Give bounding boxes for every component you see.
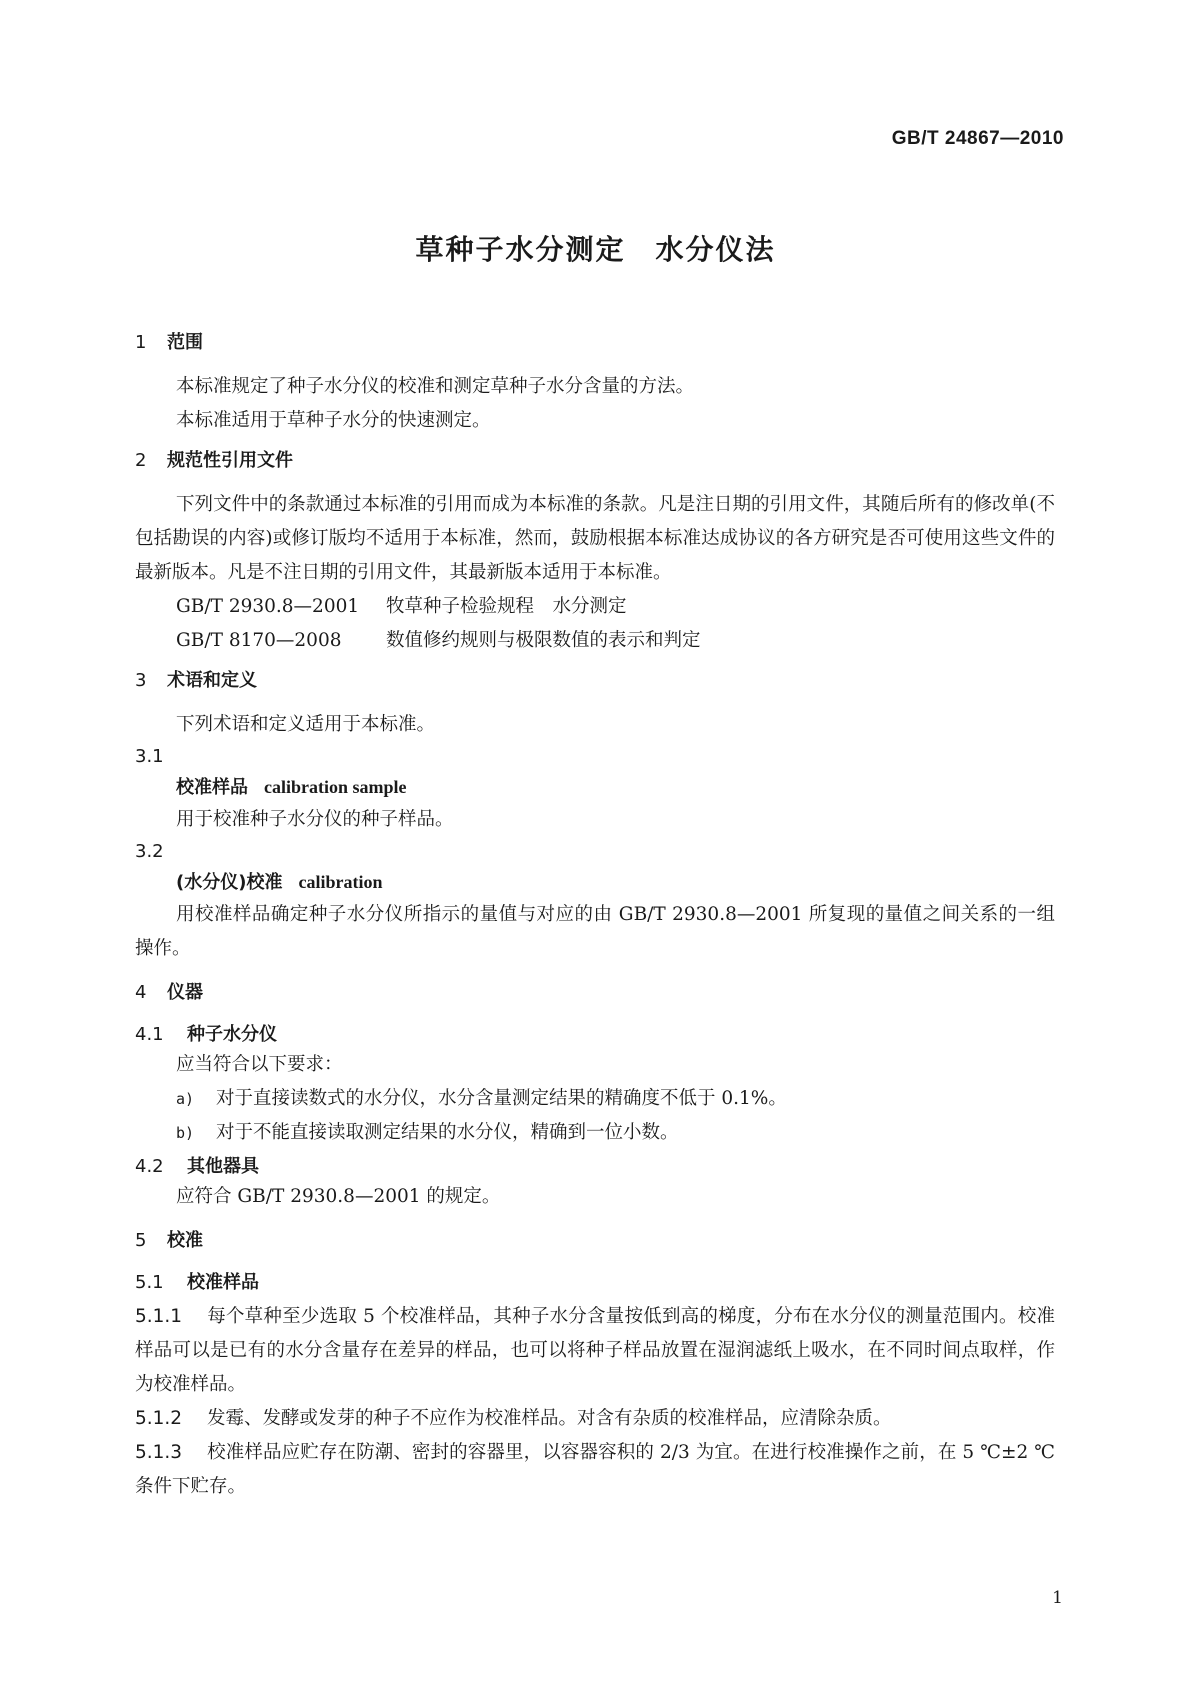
section-scope xyxy=(135,330,1055,438)
subsection-heading xyxy=(135,1270,1055,1296)
list-text: 对于直接读数式的水分仪，水分含量测定结果的精确度不低于 0.1%。 xyxy=(216,1088,787,1109)
section-heading xyxy=(135,668,1055,694)
list-item xyxy=(135,1082,1055,1116)
term-zh: 校准样品 xyxy=(176,777,248,798)
list-marker: b) xyxy=(176,1124,195,1142)
term-number: 3.2 xyxy=(135,841,164,862)
reference-item xyxy=(135,590,1055,624)
clause-text: 每个草种至少选取 5 个校准样品，其种子水分含量按低到高的梯度，分布在水分仪的测量范围内。校准样品可以是已有的水分含量存在差异的样品，也可以将种子样品放置在湿润滤纸上吸水，在不同时间点取样，作为校准样品。 xyxy=(135,1306,1055,1395)
subsection-number: 4.1 xyxy=(135,1024,164,1045)
subsection-heading xyxy=(135,1154,1055,1180)
term-entry xyxy=(135,742,1055,837)
paragraph: 下列术语和定义适用于本标准。 xyxy=(176,714,436,735)
paragraph: 应当符合以下要求： xyxy=(176,1054,343,1075)
section-terms-definitions xyxy=(135,668,1055,966)
paragraph: 应符合 GB/T 2930.8—2001 的规定。 xyxy=(176,1186,501,1207)
subsection-title: 其他器具 xyxy=(187,1156,259,1177)
section-title: 校准 xyxy=(167,1230,203,1251)
list-text: 对于不能直接读取测定结果的水分仪，精确到一位小数。 xyxy=(216,1122,679,1143)
document-body xyxy=(135,330,1055,1504)
paragraph: 本标准适用于草种子水分的快速测定。 xyxy=(176,410,491,431)
reference-title: 牧草种子检验规程 水分测定 xyxy=(386,596,627,617)
list-marker: a) xyxy=(176,1090,195,1108)
section-number: 1 xyxy=(135,332,147,353)
document-title: 草种子水分测定 水分仪法 xyxy=(415,233,776,266)
section-apparatus xyxy=(135,980,1055,1214)
term-entry xyxy=(135,837,1055,966)
term-en: calibration sample xyxy=(264,777,407,797)
subsection-title: 种子水分仪 xyxy=(187,1024,277,1045)
clause-text: 校准样品应贮存在防潮、密封的容器里，以容器容积的 2/3 为宜。在进行校准操作之前，在 5 ℃±2 ℃条件下贮存。 xyxy=(135,1442,1055,1497)
term-number: 3.1 xyxy=(135,746,164,767)
section-number: 2 xyxy=(135,450,147,471)
page-number: 1 xyxy=(1052,1588,1063,1608)
term-definition: 用于校准种子水分仪的种子样品。 xyxy=(176,809,454,830)
paragraph: 本标准规定了种子水分仪的校准和测定草种子水分含量的方法。 xyxy=(176,376,695,397)
section-title: 范围 xyxy=(167,332,203,353)
term-name xyxy=(135,772,1055,803)
section-calibration xyxy=(135,1228,1055,1504)
reference-title: 数值修约规则与极限数值的表示和判定 xyxy=(386,630,701,651)
clause xyxy=(135,1402,1055,1436)
clause xyxy=(135,1436,1055,1504)
clause-text: 发霉、发酵或发芽的种子不应作为校准样品。对含有杂质的校准样品，应清除杂质。 xyxy=(207,1408,892,1429)
paragraph: 下列文件中的条款通过本标准的引用而成为本标准的条款。凡是注日期的引用文件，其随后所有的修改单(不包括勘误的内容)或修订版均不适用于本标准，然而，鼓励根据本标准达成协议的各方研究是否可使用这些文件的最新版本。凡是不注日期的引用文件，其最新版本适用于本标准。 xyxy=(135,494,1055,583)
term-name xyxy=(135,867,1055,898)
section-heading xyxy=(135,1228,1055,1254)
subsection-title: 校准样品 xyxy=(187,1272,259,1293)
section-number: 3 xyxy=(135,670,147,691)
term-en: calibration xyxy=(298,872,383,892)
subsection-heading xyxy=(135,1022,1055,1048)
clause-number: 5.1.3 xyxy=(135,1442,183,1463)
subsection-number: 4.2 xyxy=(135,1156,164,1177)
standard-code: GB/T 24867—2010 xyxy=(891,128,1064,149)
subsection-number: 5.1 xyxy=(135,1272,164,1293)
section-heading xyxy=(135,448,1055,474)
section-number: 5 xyxy=(135,1230,147,1251)
reference-code: GB/T 2930.8—2001 xyxy=(176,596,360,617)
term-definition: 用校准样品确定种子水分仪所指示的量值与对应的由 GB/T 2930.8—2001 所复现的量值之间关系的一组操作。 xyxy=(135,904,1055,959)
section-heading xyxy=(135,330,1055,356)
section-number: 4 xyxy=(135,982,147,1003)
section-title: 仪器 xyxy=(167,982,203,1003)
term-zh: (水分仪)校准 xyxy=(176,872,283,893)
clause-number: 5.1.1 xyxy=(135,1306,183,1327)
list-item xyxy=(135,1116,1055,1150)
section-title: 规范性引用文件 xyxy=(167,450,293,471)
reference-item xyxy=(135,624,1055,658)
section-normative-references xyxy=(135,448,1055,658)
clause-number: 5.1.2 xyxy=(135,1408,183,1429)
section-heading xyxy=(135,980,1055,1006)
clause xyxy=(135,1300,1055,1402)
section-title: 术语和定义 xyxy=(167,670,257,691)
reference-code: GB/T 8170—2008 xyxy=(176,630,342,651)
